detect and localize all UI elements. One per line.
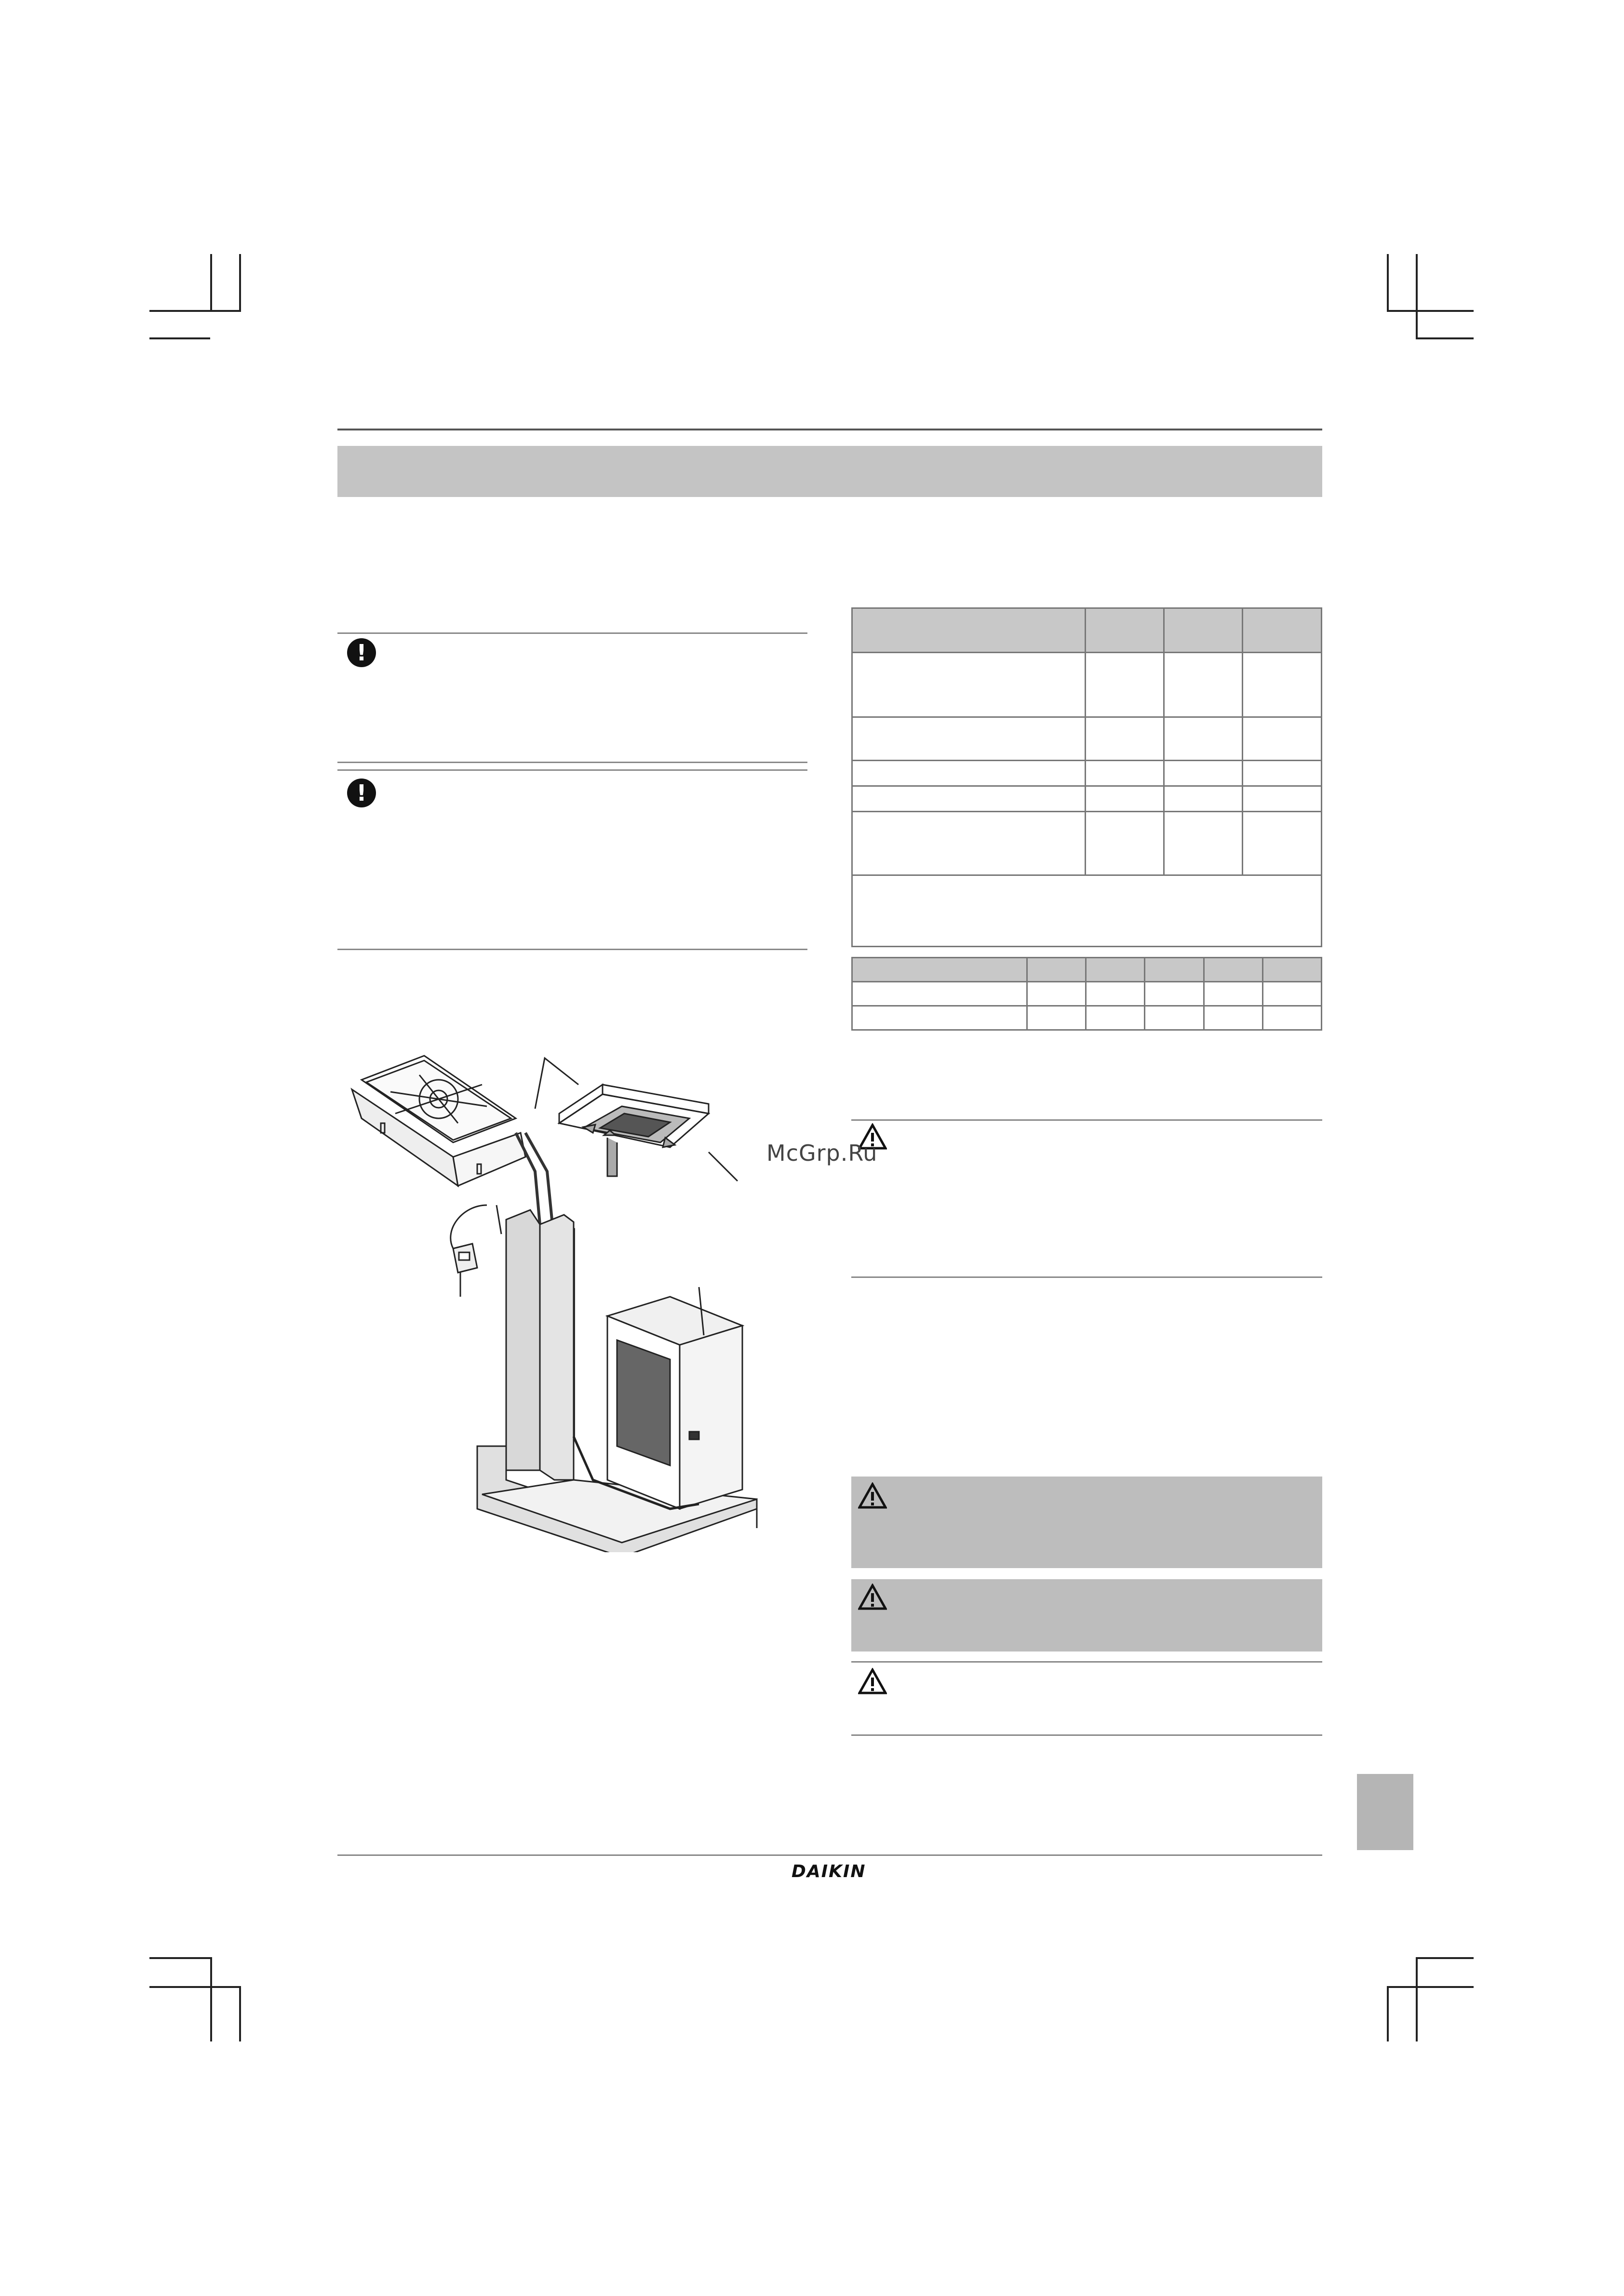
crop-mark: [1387, 1986, 1389, 2041]
crop-mark: [239, 1986, 241, 2041]
warning-triangle-icon: [858, 1482, 887, 1509]
crop-mark: [239, 254, 241, 312]
remote-controller: [451, 1205, 487, 1297]
table-row: [852, 875, 1322, 947]
indoor-unit-cassette-left: [352, 1056, 525, 1186]
crop-mark: [1387, 310, 1474, 312]
notice-divider: [337, 949, 807, 950]
table-row: [852, 786, 1322, 812]
notice-divider: [337, 769, 807, 771]
crop-mark: [1416, 337, 1474, 339]
crop-mark: [149, 310, 241, 312]
warning-triangle-icon: [858, 1584, 887, 1611]
table-row: [852, 1006, 1322, 1030]
outdoor-unit: [574, 1287, 742, 1509]
table-header-cell: [852, 958, 1027, 982]
table-row: [852, 812, 1322, 875]
table-header-cell: [1262, 958, 1321, 982]
watermark: McGrp.Ru: [766, 1140, 878, 1166]
exclamation-circle-icon: !: [347, 779, 376, 807]
table-header-cell: [1243, 608, 1322, 653]
caution-divider: [851, 1119, 1322, 1121]
crop-mark: [149, 1986, 241, 1988]
table-header-cell: [1204, 958, 1262, 982]
table-row: [852, 653, 1322, 717]
notice-divider: [337, 762, 807, 763]
indoor-unit-cassette-right: [559, 1085, 738, 1181]
spec-table-main: [851, 607, 1322, 947]
footer-rule: [337, 1854, 1322, 1856]
table-row: [852, 717, 1322, 761]
warning-band: [851, 1477, 1322, 1568]
caution-divider: [851, 1276, 1322, 1278]
table-header-cell: [852, 608, 1086, 653]
crop-mark: [1416, 254, 1418, 337]
crop-mark: [1387, 254, 1389, 312]
notice-divider: [337, 632, 807, 634]
table-header-cell: [1086, 958, 1145, 982]
crop-mark: [149, 337, 210, 339]
header-rule: [337, 429, 1322, 430]
table-header-cell: [1085, 608, 1164, 653]
warning-triangle-icon: [858, 1668, 887, 1695]
daikin-logo: DAIKIN: [792, 1862, 866, 1881]
caution-divider: [851, 1734, 1322, 1736]
table-row: [852, 982, 1322, 1006]
crop-mark: [149, 1957, 212, 1959]
crop-mark: [210, 254, 212, 312]
exclamation-circle-icon: !: [347, 638, 376, 667]
table-row: [852, 761, 1322, 786]
caution-divider: [851, 1661, 1322, 1663]
warning-band: [851, 1579, 1322, 1652]
page-side-tab: [1357, 1774, 1413, 1850]
crop-mark: [1416, 1957, 1474, 1959]
crop-mark: [1416, 1957, 1418, 2041]
table-header-cell: [1145, 958, 1204, 982]
installation-diagram: [333, 1046, 791, 1552]
crop-mark: [210, 1957, 212, 2041]
table-header-cell: [1027, 958, 1086, 982]
spec-table-secondary: [851, 957, 1322, 1031]
table-header-cell: [1164, 608, 1242, 653]
crop-mark: [1387, 1986, 1474, 1988]
section-header-band: [337, 446, 1322, 497]
building-wall: [506, 1210, 574, 1480]
